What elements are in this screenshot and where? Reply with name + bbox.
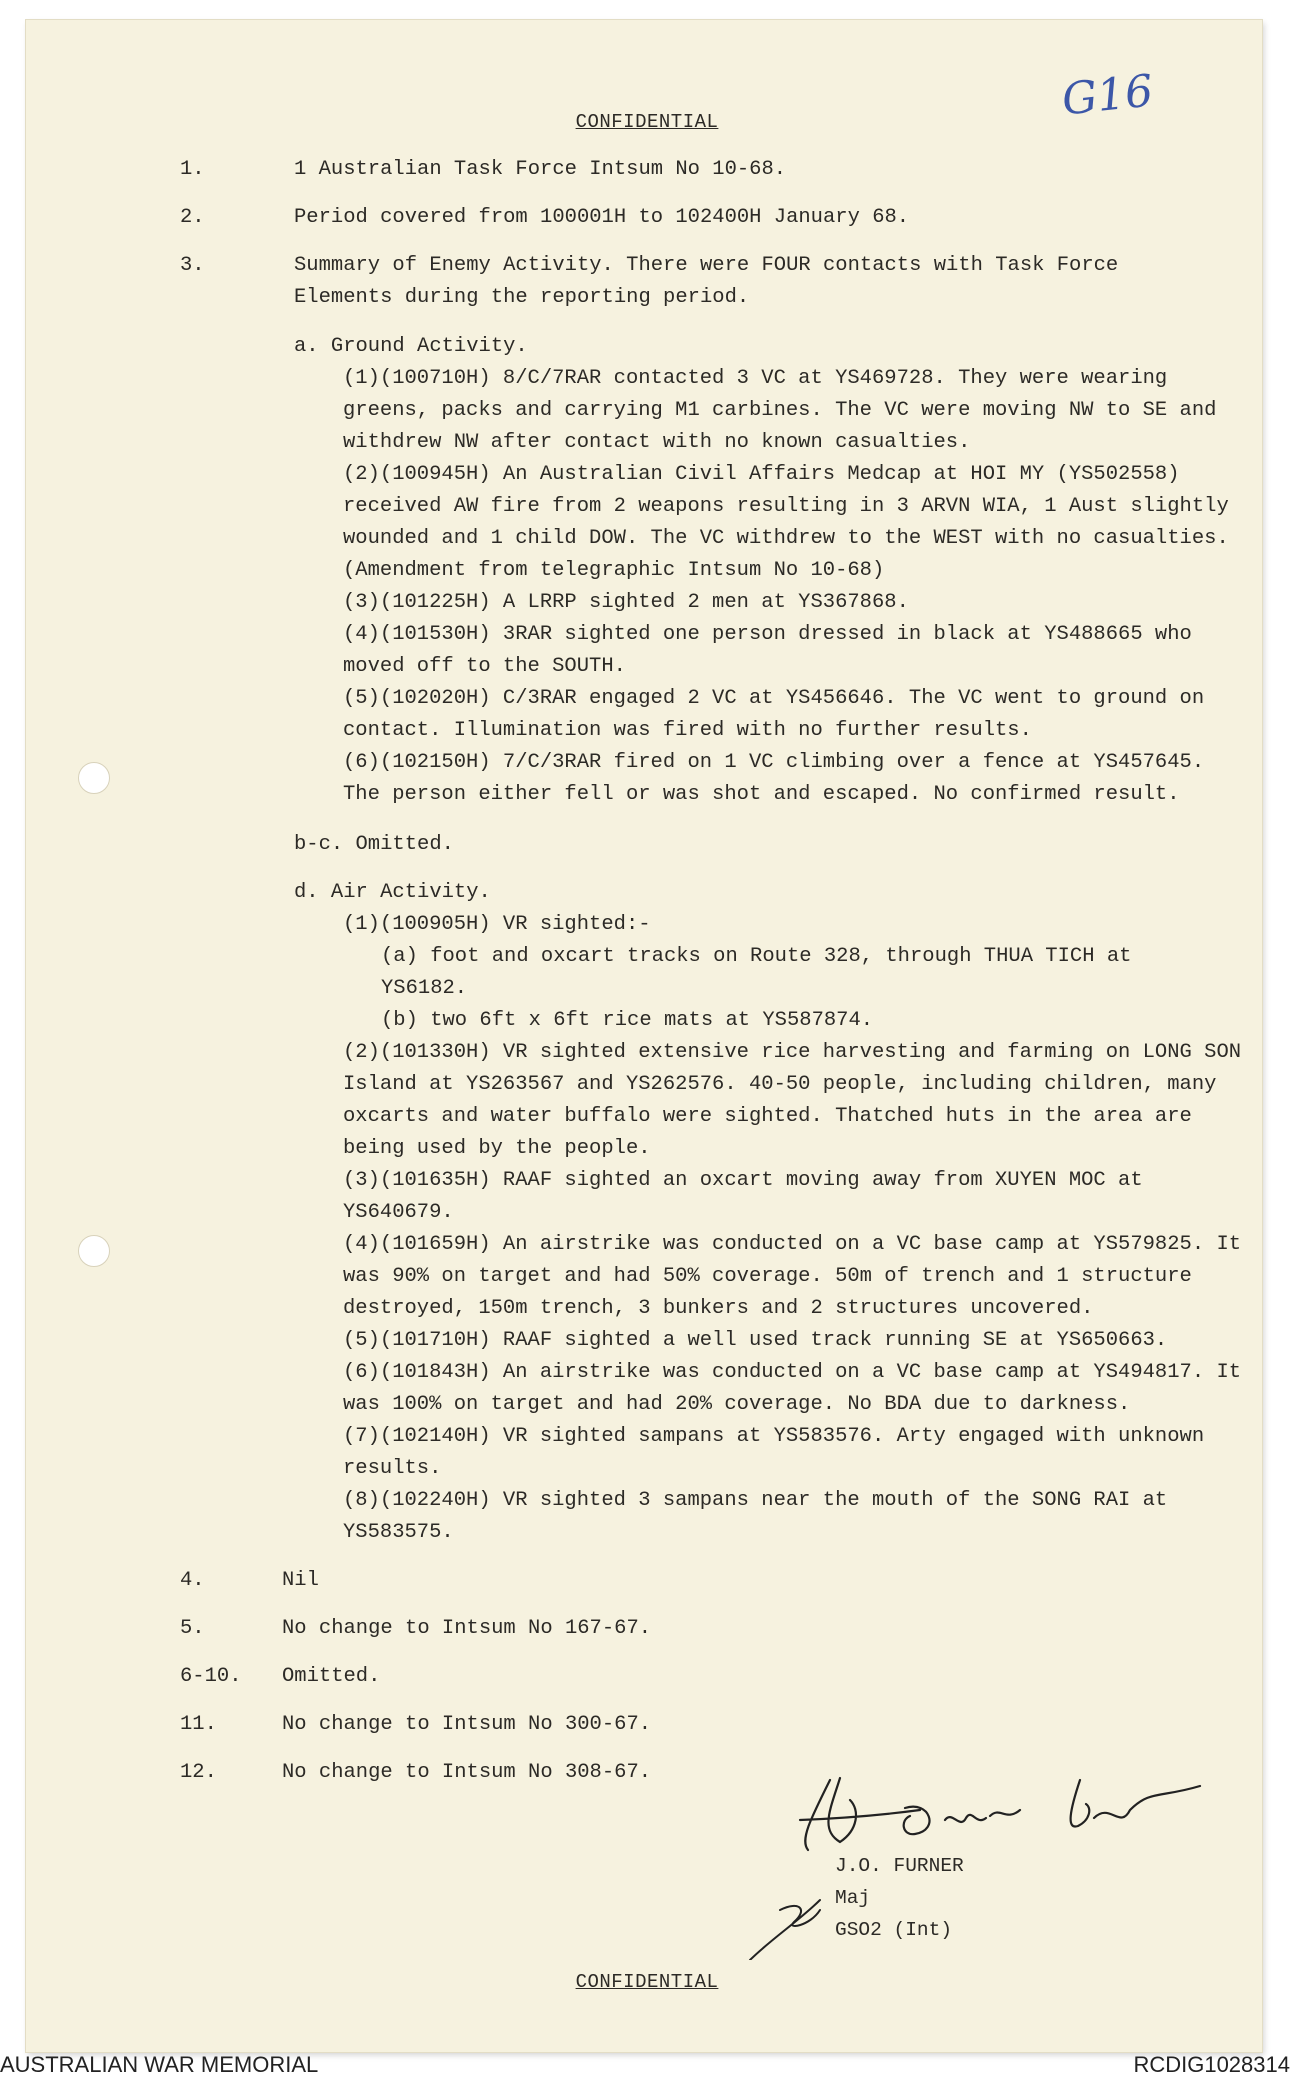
item-text: No change to Intsum No 308-67. (282, 1761, 652, 1784)
item-text: No change to Intsum No 167-67. (282, 1617, 652, 1640)
signature-block (835, 1850, 964, 1946)
item-text: Period covered from 100001H to 102400H January 68. (294, 206, 910, 229)
item-number: 1. (180, 158, 205, 181)
punch-hole-top (78, 762, 110, 794)
item-number: 11. (180, 1713, 217, 1736)
ground-entry-6: (6)(102150H) 7/C/3RAR fired on 1 VC climbing over a fence at YS457645. The person either fell or was shot and escaped. No confirmed result. (343, 751, 1205, 806)
air-entry-3: (3)(101635H) RAAF sighted an oxcart moving away from XUYEN MOC at YS640679. (343, 1169, 1143, 1224)
item-text: Omitted. (282, 1665, 381, 1688)
classification-header: CONFIDENTIAL (575, 111, 719, 133)
air-entry-1b: (b) two 6ft x 6ft rice mats at YS587874. (381, 1009, 874, 1032)
item-text: Summary of Enemy Activity. There were FOUR contacts with Task Force Elements during the reporting period. (294, 254, 1119, 309)
item-text: 1 Australian Task Force Intsum No 10-68. (294, 158, 787, 181)
archive-reference: RCDIG1028314 (1133, 2052, 1290, 2077)
ground-entry-2: (2)(100945H) An Australian Civil Affairs Medcap at HOI MY (YS502558) received AW fire from 2 weapons resulting in 3 ARVN WIA, 1 Aust slightly wounded and 1 child DOW. The VC withdrew to the WEST with no casualties. (Amendment from telegraphic Intsum No 10-68) (343, 463, 1229, 582)
air-entry-6: (6)(101843H) An airstrike was conducted on a VC base camp at YS494817. It was 100% on target and had 20% coverage. No BDA due to darkness. (343, 1361, 1242, 1416)
punch-hole-bottom (78, 1235, 110, 1267)
item-number: 6-10. (180, 1665, 242, 1688)
item-number: 4. (180, 1569, 205, 1592)
item-number: 2. (180, 206, 205, 229)
air-entry-8: (8)(102240H) VR sighted 3 sampans near the mouth of the SONG RAI at YS583575. (343, 1489, 1168, 1544)
ground-entry-5: (5)(102020H) C/3RAR engaged 2 VC at YS456646. The VC went to ground on contact. Illumination was fired with no further results. (343, 687, 1205, 742)
ground-entry-3: (3)(101225H) A LRRP sighted 2 men at YS367868. (343, 591, 909, 614)
item-text: Nil (282, 1569, 319, 1592)
air-entry-5: (5)(101710H) RAAF sighted a well used track running SE at YS650663. (343, 1329, 1168, 1352)
item-number: 12. (180, 1761, 217, 1784)
air-entry-4: (4)(101659H) An airstrike was conducted on a VC base camp at YS579825. It was 90% on target and had 50% coverage. 50m of trench and 1 structure destroyed, 150m trench, 3 bunkers and 2 structures uncovered. (343, 1233, 1242, 1320)
item-number: 5. (180, 1617, 205, 1640)
item-number: 3. (180, 254, 205, 277)
ground-activity-heading: a. Ground Activity. (294, 335, 528, 358)
ground-entry-4: (4)(101530H) 3RAR sighted one person dressed in black at YS488665 who moved off to the SOUTH. (343, 623, 1192, 678)
ground-entry-1: (1)(100710H) 8/C/7RAR contacted 3 VC at YS469728. They were wearing greens, packs and carrying M1 carbines. The VC were moving NW to SE and withdrew NW after contact with no known casualties. (343, 367, 1217, 454)
air-entry-7: (7)(102140H) VR sighted sampans at YS583576. Arty engaged with unknown results. (343, 1425, 1205, 1480)
handwritten-folio-mark: G16 (1059, 65, 1156, 126)
air-entry-1: (1)(100905H) VR sighted:- (343, 913, 651, 936)
signatory-rank: Maj (835, 1887, 871, 1909)
air-activity-heading: d. Air Activity. (294, 881, 491, 904)
archive-name: AUSTRALIAN WAR MEMORIAL (0, 2052, 319, 2077)
air-entry-1a: (a) foot and oxcart tracks on Route 328, through THUA TICH at YS6182. (381, 945, 1132, 1000)
item-text: No change to Intsum No 300-67. (282, 1713, 652, 1736)
omitted-bc: b-c. Omitted. (294, 833, 454, 856)
air-entry-2: (2)(101330H) VR sighted extensive rice harvesting and farming on LONG SON Island at YS263567 and YS262576. 40-50 people, including children, many oxcarts and water buffalo were sighted. Thatched huts in the area are being used by the people. (343, 1041, 1242, 1160)
signatory-appointment: GSO2 (Int) (835, 1919, 953, 1941)
archive-caption-bar (0, 2052, 1294, 2081)
signatory-name: J.O. FURNER (835, 1855, 964, 1877)
classification-footer: CONFIDENTIAL (575, 1971, 719, 1993)
